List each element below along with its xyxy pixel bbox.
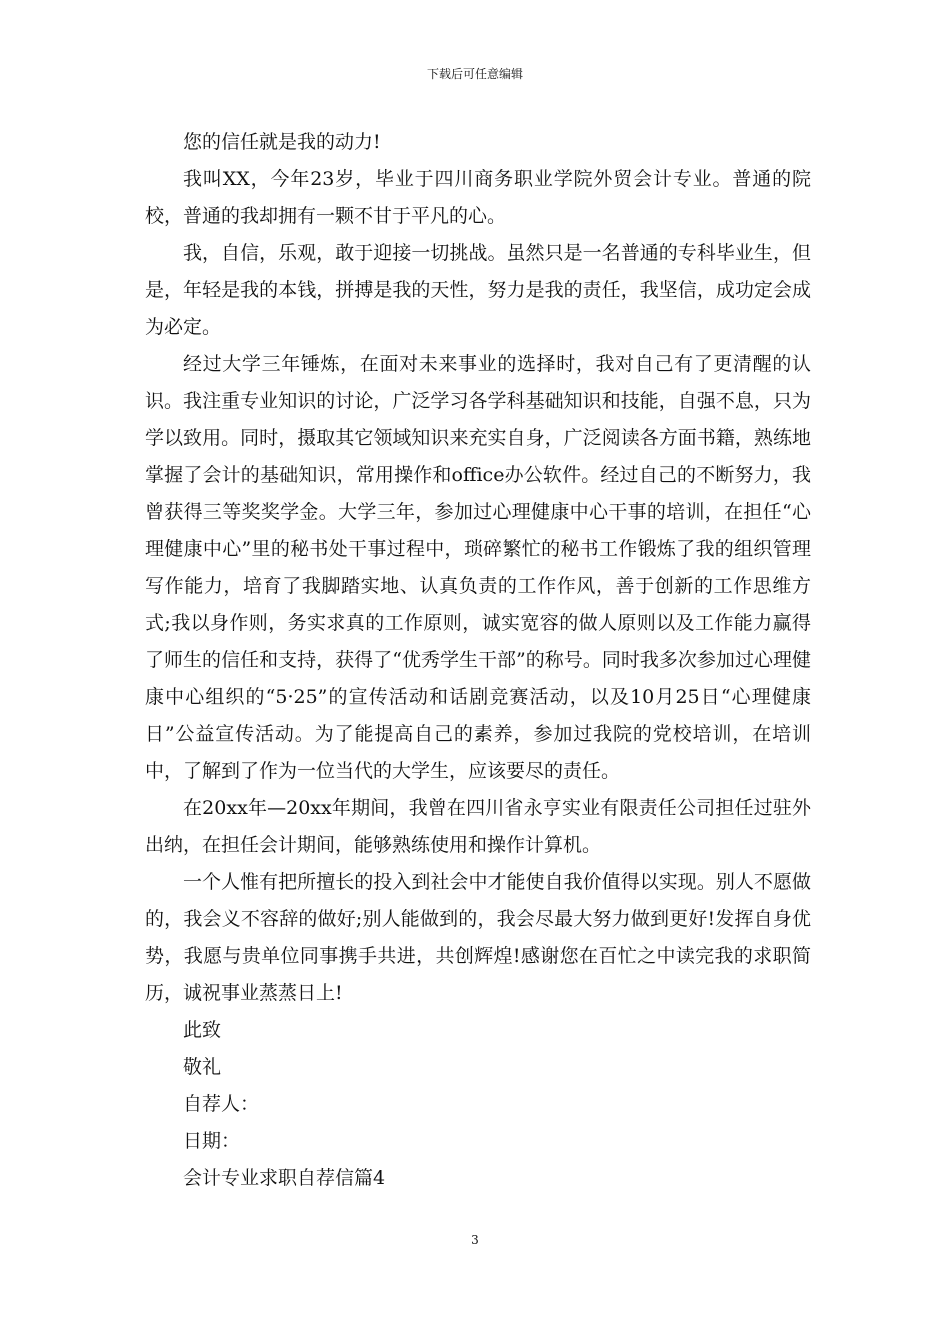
salutation-jingli: 敬礼 (183, 1056, 222, 1078)
self-description-paragraph: 我，自信，乐观，敢于迎接一切挑战。虽然只是一名普通的专科毕业生，但是，年轻是我的本钱，拼搏是我的天性，努力是我的责任，我坚信，成功定会成为必定。 (145, 242, 811, 338)
page-number: 3 (471, 1233, 479, 1247)
next-section-title: 会计专业求职自荐信篇4 (183, 1167, 386, 1189)
salutation-cizhi: 此致 (183, 1019, 222, 1041)
education-paragraph: 经过大学三年锤炼，在面对未来事业的选择时，我对自己有了更清醒的认识。我注重专业知识的讨论，广泛学习各学科基础知识和技能，自强不息，只为学以致用。同时，摄取其它领域知识来充实自身，广泛阅读各方面书籍，熟练地掌握了会计的基础知识，常用操作和office办公软件。经过自己的不断努力，我曾获得三等奖奖学金。大学三年，参加过心理健康中心干事的培训，在担任“心理健康中心”里的秘书处干事过程中，琐碎繁忙的秘书工作锻炼了我的组织管理写作能力，培育了我脚踏实地、认真负责的工作作风，善于创新的工作思维方式;我以身作则，务实求真的工作原则，诚实宽容的做人原则以及工作能力赢得了师生的信任和支持，获得了“优秀学生干部”的称号。同时我多次参加过心理健康中心组织的“5·25”的宣传活动和话剧竞赛活动，以及10月25日“心理健康日”公益宣传活动。为了能提高自己的素养，参加过我院的党校培训，在培训中，了解到了作为一位当代的大学生，应该要尽的责任。 (145, 353, 811, 782)
date-label: 日期： (183, 1130, 241, 1152)
closing-paragraph: 一个人惟有把所擅长的投入到社会中才能使自我价值得以实现。别人不愿做的，我会义不容辞的做好;别人能做到的，我会尽最大努力做到更好!发挥自身优势，我愿与贵单位同事携手共进，共创辉煌!感谢您在百忙之中读完我的求职简历，诚祝事业蒸蒸日上! (145, 871, 811, 1004)
signature-label: 自荐人： (183, 1093, 260, 1115)
intro-paragraph: 我叫XX，今年23岁，毕业于四川商务职业学院外贸会计专业。普通的院校，普通的我却拥有一颗不甘于平凡的心。 (145, 168, 811, 227)
page-header: 下载后可任意编辑 (426, 67, 523, 81)
work-experience-paragraph: 在20xx年—20xx年期间，我曾在四川省永亨实业有限责任公司担任过驻外出纳，在担任会计期间，能够熟练使用和操作计算机。 (145, 797, 811, 856)
opening-line: 您的信任就是我的动力! (183, 131, 381, 153)
letter-body (145, 124, 811, 1197)
